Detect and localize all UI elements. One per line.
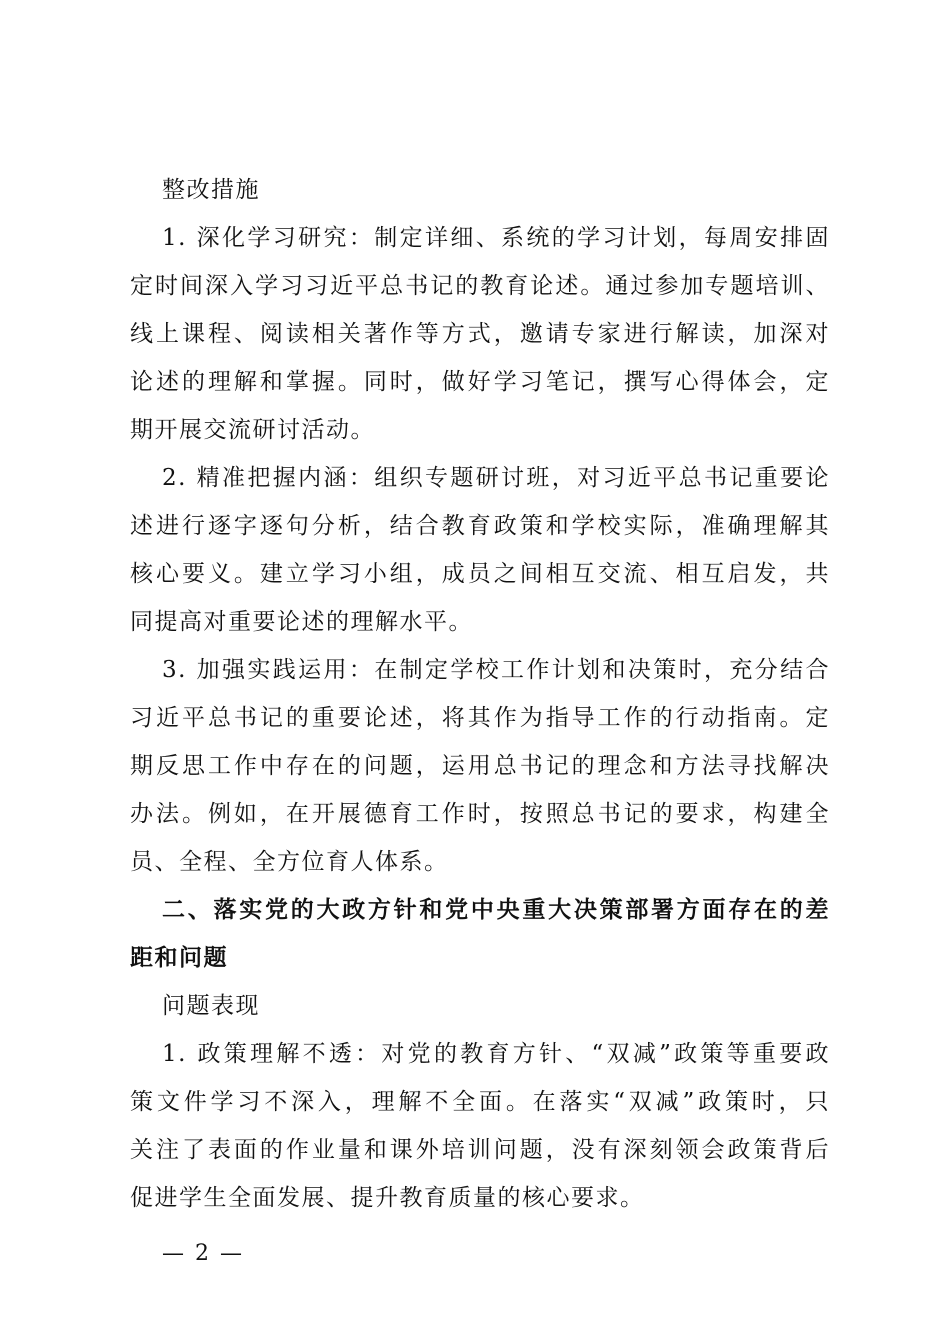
paragraph-line: 策文件学习不深入，理解不全面。在落实“双减”政策时，只: [130, 1089, 830, 1115]
paragraph-line: 核心要义。建立学习小组，成员之间相互交流、相互启发，共: [130, 561, 830, 587]
paragraph-line: 1. 政策理解不透：对党的教育方针、“双减”政策等重要政: [162, 1041, 830, 1067]
paragraph-line: 关注了表面的作业量和课外培训问题，没有深刻领会政策背后: [130, 1137, 830, 1163]
paragraph-line: 线上课程、阅读相关著作等方式，邀请专家进行解读，加深对: [130, 321, 830, 347]
section-title: 距和问题: [130, 945, 228, 971]
page-number: — 2 —: [162, 1241, 244, 1266]
paragraph-line: 述进行逐字逐句分析，结合教育政策和学校实际，准确理解其: [130, 513, 830, 539]
section-heading-rectification: 整改措施: [162, 177, 260, 203]
paragraph-line: 员、全程、全方位育人体系。: [130, 849, 449, 875]
paragraph-line: 同提高对重要论述的理解水平。: [130, 609, 473, 635]
paragraph-line: 办法。例如，在开展德育工作时，按照总书记的要求，构建全: [130, 801, 830, 827]
paragraph-line: 促进学生全面发展、提升教育质量的核心要求。: [130, 1185, 645, 1211]
paragraph-line: 期开展交流研讨活动。: [130, 417, 375, 443]
paragraph-line: 定时间深入学习习近平总书记的教育论述。通过参加专题培训、: [130, 273, 830, 299]
paragraph-line: 1. 深化学习研究：制定详细、系统的学习计划，每周安排固: [162, 225, 830, 251]
paragraph-line: 习近平总书记的重要论述，将其作为指导工作的行动指南。定: [130, 705, 830, 731]
paragraph-line: 2. 精准把握内涵：组织专题研讨班，对习近平总书记重要论: [162, 465, 830, 491]
section-heading-problems: 问题表现: [162, 993, 260, 1019]
paragraph-line: 论述的理解和掌握。同时，做好学习笔记，撰写心得体会，定: [130, 369, 830, 395]
section-title: 二、落实党的大政方针和党中央重大决策部署方面存在的差: [162, 897, 830, 923]
paragraph-line: 期反思工作中存在的问题，运用总书记的理念和方法寻找解决: [130, 753, 830, 779]
paragraph-line: 3. 加强实践运用：在制定学校工作计划和决策时，充分结合: [162, 657, 830, 683]
